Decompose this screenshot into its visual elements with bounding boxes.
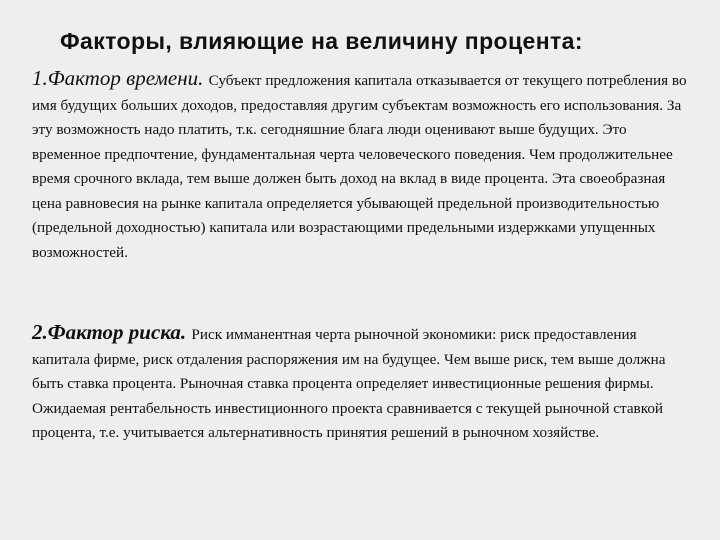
slide-title: Факторы, влияющие на величину процента: [60,28,583,54]
time-factor-text: Субъект предложения капитала отказывается от текущего потребления во имя будущих больших доходов, предоставляя другим субъектам возможность его использования. За эту возможность надо платить, т.к. сегодняшние блага люди оценивают выше будущих. Это временное предпочтение, фундаментальная черта человеческого поведения. Чем продолжительнее время срочного вклада, тем выше должен быть доход на вклад в виде процента. Эта своеобразная цена равновесия на рынке капитала определяется убывающей предельной производительностью (предельной доходностью) капитала или возрастающими предельными издержками упущенных возможностей. [32,72,687,261]
risk-factor-text: Риск имманентная черта рыночной экономики: риск предоставления капитала фирме, риск отдаления распоряжения им на будущее. Чем выше риск, тем выше должна быть ставка процента. Рыночная ставка процента определяет инвестиционные решения фирмы. Ожидаемая рентабельность инвестиционного проекта сравнивается с текущей рыночной ставкой процента, т.е. учитывается альтернативность принятия решений в рыночном хозяйстве. [32,326,666,441]
section-time-factor [32,66,694,265]
section-risk-factor [32,320,694,446]
time-factor-heading: 1.Фактор времени. [32,66,209,90]
risk-factor-heading: 2.Фактор риска. [32,320,192,344]
